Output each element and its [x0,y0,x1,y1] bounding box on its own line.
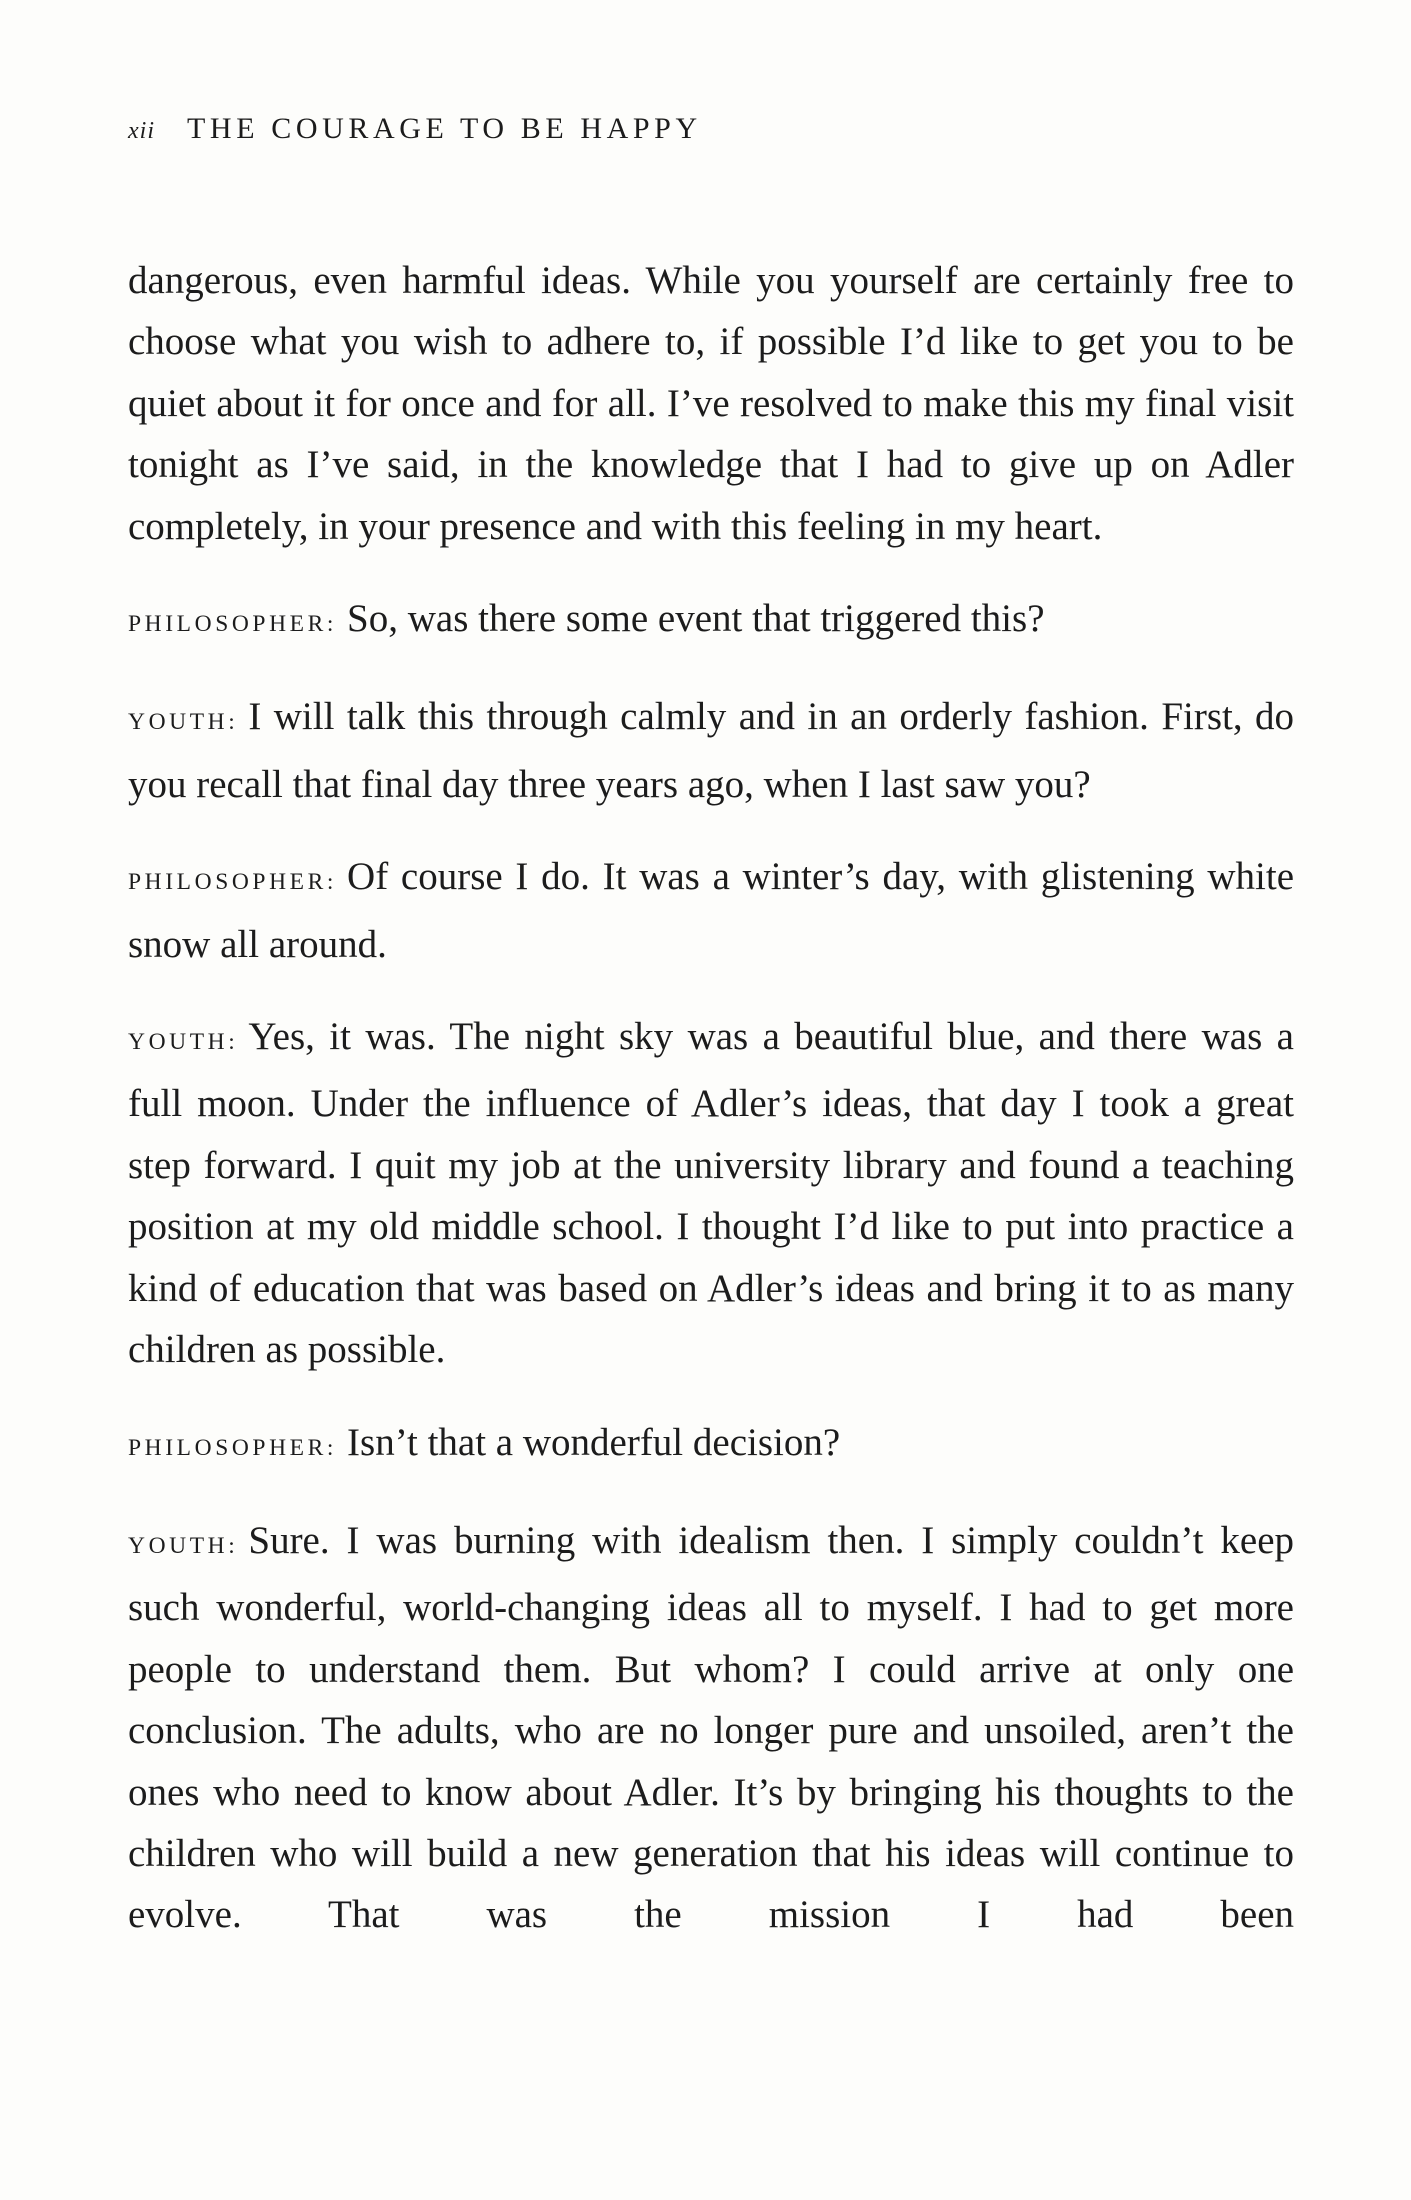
book-page [128,112,1294,1946]
speaker-label: YOUTH: [128,709,239,736]
paragraph-text: Of course I do. It was a winter’s day, with glistening white snow all around. [128,855,1294,966]
paragraph-text: Yes, it was. The night sky was a beautiful blue, and there was a full moon. Under the influence of Adler’s ideas, that day I took a great step forward. I quit my job at the university library and found a teaching position at my old middle school. I thought I’d like to put into practice a kind of education that was based on Adler’s ideas and bring it to as many children as possible. [128,1015,1294,1372]
speaker-label: PHILOSOPHER: [128,1434,338,1461]
dialogue-paragraph [128,686,1294,815]
paragraph-text: I will talk this through calmly and in an orderly fashion. First, do you recall that final day three years ago, when I last saw you? [128,695,1294,806]
speaker-label: YOUTH: [128,1029,239,1056]
dialogue-paragraph [128,588,1294,655]
paragraph-text: Sure. I was burning with idealism then. I simply couldn’t keep such wonderful, world-changing ideas all to myself. I had to get more people to understand them. But whom? I could arrive at only one conclusion. The adults, who are no longer pure and unsoiled, aren’t the ones who need to know about Adler. It’s by bringing his thoughts to the children who will build a new generation that his ideas will continue to evolve. That was the mission I had been [128,1518,1294,1937]
speaker-label: PHILOSOPHER: [128,869,338,896]
dialogue-paragraph [128,1412,1294,1479]
paragraph [128,250,1294,557]
paragraph-text: dangerous, even harmful ideas. While you yourself are certainly free to choose what you wish to adhere to, if possible I’d like to get you to be quiet about it for once and for all. I’ve resolved to make this my final visit tonight as I’ve said, in the knowledge that I had to give up on Adler completely, in your presence and with this feeling in my heart. [128,259,1294,548]
body-text [128,250,1294,1946]
speaker-label: PHILOSOPHER: [128,611,338,638]
speaker-label: YOUTH: [128,1532,239,1559]
dialogue-paragraph [128,1006,1294,1380]
running-head [128,112,1294,152]
paragraph-text: Isn’t that a wonderful decision? [347,1420,841,1464]
dialogue-paragraph [128,1510,1294,1946]
dialogue-paragraph [128,846,1294,975]
book-title: THE COURAGE TO BE HAPPY [187,112,702,145]
paragraph-text: So, was there some event that triggered this? [347,597,1045,641]
page-number: xii [128,118,155,144]
